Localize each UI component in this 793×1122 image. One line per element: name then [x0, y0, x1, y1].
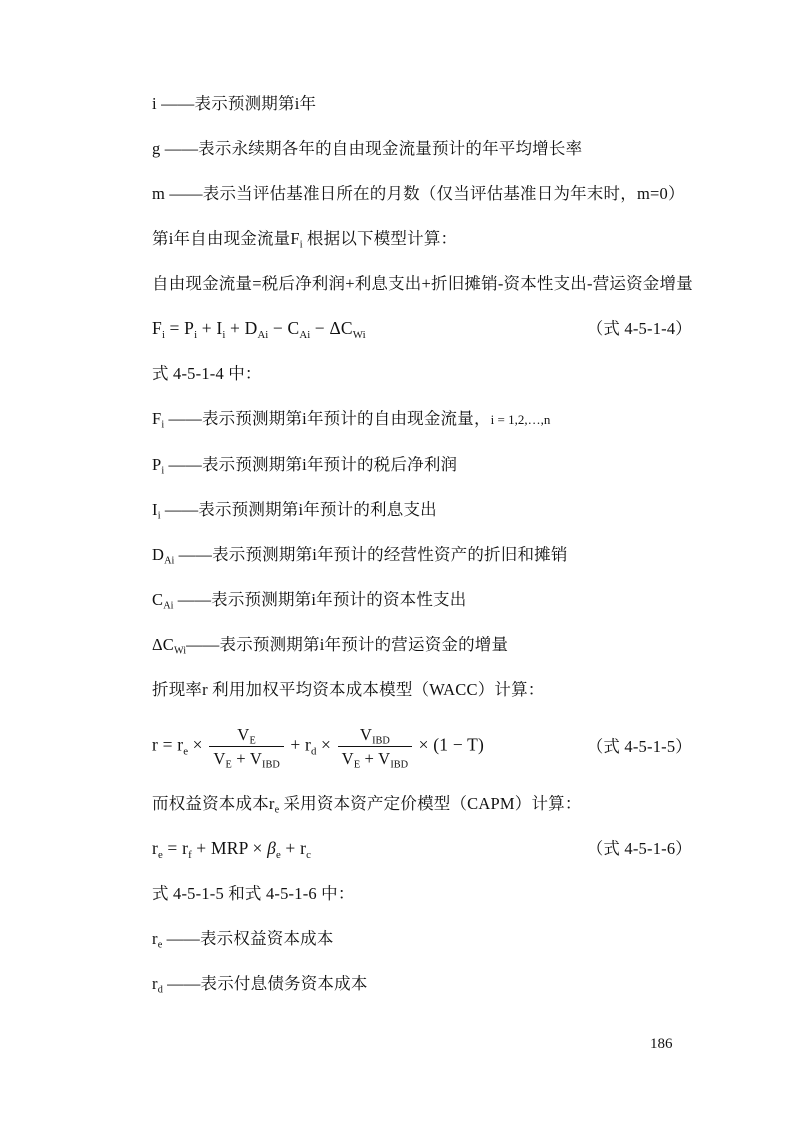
def-line-m: m ——表示当评估基准日所在的月数（仅当评估基准日为年末时，m=0）: [152, 184, 685, 203]
def-line-g: g ——表示永续期各年的自由现金流量预计的年平均增长率: [152, 139, 583, 158]
def-line-DAi: $D_{Ai}$ ——表示预测期第i年预计的经营性资产的折旧和摊销: [152, 545, 568, 567]
formula-4-5-1-6-expression: $r_e = r_f$ + MRP × $\beta_e + r_c$: [152, 838, 311, 861]
def-line-Ii: $I_i$ ——表示预测期第i年预计的利息支出: [152, 500, 437, 522]
formula-5-6-intro: 式 4-5-1-5 和式 4-5-1-6 中：: [152, 884, 355, 903]
intro-fcf-model: 第i年自由现金流量$F_i$ 根据以下模型计算：: [152, 229, 458, 251]
intro-wacc: 折现率r 利用加权平均资本成本模型（WACC）计算：: [152, 680, 545, 699]
intro-capm: 而权益资本成本$r_e$ 采用资本资产定价模型（CAPM）计算：: [152, 794, 582, 816]
formula-4-5-1-4-label: （式 4-5-1-4）: [586, 319, 692, 338]
page-number: 186: [650, 1036, 673, 1052]
formula-4-5-1-6-label: （式 4-5-1-6）: [586, 839, 692, 858]
formula-4-5-1-6: [152, 838, 692, 861]
formula-4-5-1-5-expression: $r = r_e$ × $\frac{V_E}{V_E + V_{IBD}}$ + $r_d$ × $\frac{V_{IBD}}{V_E + V_{IBD}}$ × (1 − T): [152, 725, 485, 771]
document-body: [152, 94, 692, 1019]
def-line-CAi: $C_{Ai}$ ——表示预测期第i年预计的资本性支出: [152, 590, 467, 612]
fcf-definition-equation: 自由现金流量=税后净利润+利息支出+折旧摊销-资本性支出-营运资金增量: [152, 274, 693, 293]
def-line-rd: $r_d$ ——表示付息债务资本成本: [152, 974, 368, 996]
def-line-dCWi: $\Delta C_{Wi}——$表示预测期第i年预计的营运资金的增量: [152, 635, 509, 657]
formula-4-5-1-5-label: （式 4-5-1-5）: [586, 737, 692, 756]
formula-4-5-1-4-expression: $F_i = P_i + I_i + D_{Ai} - C_{Ai} - \Delta C_{Wi}$: [152, 318, 366, 341]
def-line-re: $r_e$ ——表示权益资本成本: [152, 929, 334, 951]
def-line-Pi: $P_i$ ——表示预测期第i年预计的税后净利润: [152, 455, 458, 477]
def-line-Fi: $F_i$ ——表示预测期第i年预计的自由现金流量，i = 1,2,…,n: [152, 409, 551, 431]
formula-4-5-1-5: [152, 725, 692, 771]
formula-4-5-1-4-intro: 式 4-5-1-4 中：: [152, 364, 262, 383]
formula-4-5-1-4: [152, 318, 692, 341]
def-line-i: i ——表示预测期第i年: [152, 94, 317, 113]
